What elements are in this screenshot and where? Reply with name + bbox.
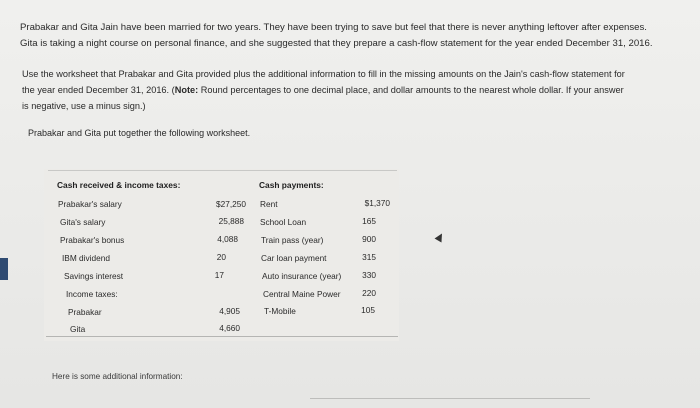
income-label: Prabakar (68, 307, 102, 317)
payment-amount: 220 (362, 288, 376, 298)
intro-line-1: Prabakar and Gita Jain have been married for two years. They have been trying to save but feel that there is never anything leftover after expenses. (20, 22, 647, 33)
income-label: Income taxes: (66, 289, 118, 299)
payment-label: School Loan (260, 217, 307, 227)
income-label: Prabakar's bonus (60, 235, 125, 245)
income-amount: 4,088 (217, 234, 238, 244)
note-label: Note: (174, 85, 199, 95)
additional-info-label: Here is some additional information: (52, 372, 183, 381)
problem-intro (20, 20, 675, 52)
payment-amount: 330 (362, 270, 376, 280)
payment-amount: 105 (361, 305, 375, 315)
income-amount: 4,905 (219, 306, 240, 316)
divider (310, 398, 590, 399)
income-amount: 17 (214, 270, 224, 280)
instructions-line-1: Use the worksheet that Prabakar and Gita provided plus the additional information to fill in the missing amounts on the Jain's cash-flow statement for (22, 69, 625, 79)
income-label: Gita (70, 324, 86, 334)
income-label: Gita's salary (60, 217, 106, 227)
income-label: IBM dividend (62, 253, 110, 263)
income-amount: $27,250 (216, 199, 246, 209)
income-header: Cash received & income taxes: (57, 180, 181, 190)
payment-label: Rent (260, 199, 278, 209)
payment-label: Central Maine Power (263, 289, 341, 299)
income-amount: 4,660 (219, 323, 240, 333)
mouse-cursor-icon (435, 232, 446, 243)
income-amount: 20 (216, 252, 226, 262)
worksheet-bottom-rule (46, 336, 398, 337)
instructions-line-2: the year ended December 31, 2016. (Note: Round percentages to one decimal place, and dollar amounts to the nearest whole dollar. If your answer (22, 85, 624, 95)
payment-label: Auto insurance (year) (262, 271, 342, 281)
income-label: Savings interest (64, 271, 124, 281)
payment-label: T-Mobile (264, 306, 296, 316)
payments-header: Cash payments: (259, 180, 324, 190)
income-amount: 25,888 (218, 216, 244, 226)
intro-line-2: Gita is taking a night course on personal finance, and she suggested that they prepare a cash-flow statement for the year ended December 31, 2016. (20, 38, 653, 49)
instructions-line-3: is negative, use a minus sign.) (22, 101, 146, 111)
payment-label: Car loan payment (261, 253, 327, 263)
instructions (22, 66, 662, 114)
payment-amount: 165 (362, 216, 376, 226)
payment-amount: 315 (362, 252, 376, 262)
worksheet-intro: Prabakar and Gita put together the following worksheet. (28, 128, 251, 138)
income-label: Prabakar's salary (58, 199, 122, 209)
side-tab-icon[interactable] (0, 258, 8, 280)
payment-amount: 900 (362, 234, 376, 244)
payment-amount: $1,370 (364, 198, 390, 208)
worksheet-top-rule (48, 170, 397, 171)
payment-label: Train pass (year) (261, 235, 324, 245)
